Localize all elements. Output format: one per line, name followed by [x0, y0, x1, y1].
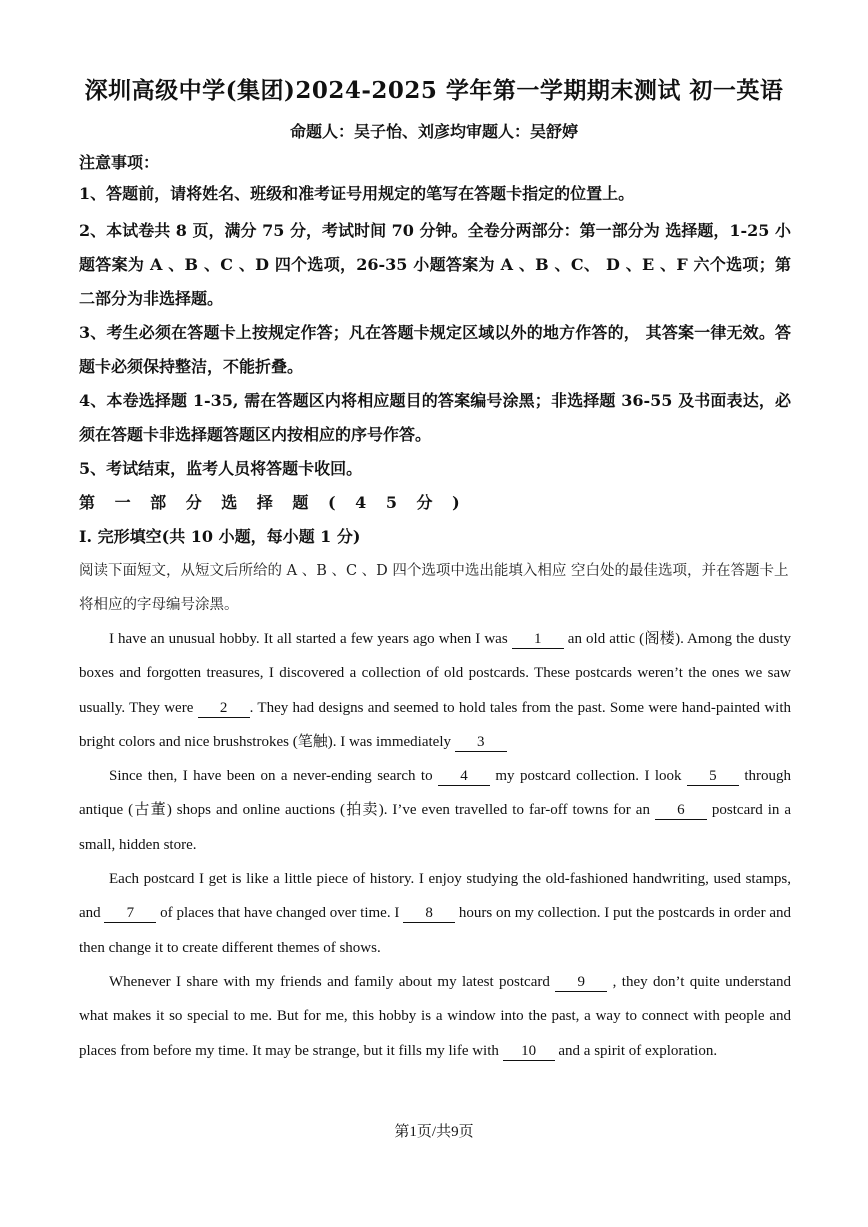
cloze-instruction: 阅读下面短文，从短文后所给的 A 、B 、C 、D 四个选项中选出能填入相应 空白处的最佳选项，并在答题卡上将相应的字母编号涂黑。: [79, 563, 789, 613]
passage-text: an old attic (阁楼). Among the dusty boxes and forgotten treasures, I discovered a collection of old postcards. These postcards weren’t the ones we saw usually. They were: [79, 631, 792, 716]
cloze-section-heading: I. 完形填空(共 10 小题，每小题 1 分): [79, 527, 361, 546]
passage-paragraph-3: [79, 862, 791, 965]
blank-4: 4: [438, 768, 490, 786]
passage-text: hours on my collection. I put the postcards in order and then change it to create different themes of shows.: [79, 905, 791, 956]
passage-text: Each postcard I get is like a little piece of history. I enjoy studying the old-fashioned handwriting, used stamps, and: [79, 871, 791, 922]
passage-text: through antique (古董) shops and online auctions (拍卖). I’ve even travelled to far-off towns for an: [79, 768, 791, 819]
blank-9: 9: [555, 974, 607, 992]
passage-paragraph-4: [79, 965, 791, 1068]
blank-1: 1: [512, 631, 564, 649]
passage-text: of places that have changed over time. I: [156, 905, 404, 922]
passage-text: postcard in a small, hidden store.: [79, 802, 792, 853]
page-number: 第1页/共9页: [394, 1124, 474, 1140]
blank-2: 2: [198, 700, 250, 718]
notes-heading: 注意事项：: [79, 153, 160, 172]
blank-7: 7: [104, 905, 156, 923]
passage-text: , they don’t quite understand what makes it so special to me. But for me, this hobby is a window into the past, a way to connect with people and places from before my time. It may be strange, but it fills my life with: [79, 973, 791, 1059]
note-item-5: 5、考试结束，监考人员将答题卡收回。: [79, 459, 363, 478]
exam-authors: 命题人：吴子怡、刘彦均审题人：吴舒婷: [289, 122, 578, 141]
passage-text: my postcard collection. I look: [489, 768, 687, 785]
blank-8: 8: [403, 905, 455, 923]
note-item-3: 3、考生必须在答题卡上按规定作答；凡在答题卡规定区域以外的地方作答的， 其答案一律无效。答题卡必须保持整洁，不能折叠。: [79, 323, 791, 376]
exam-title: 深圳高级中学(集团)2024-2025 学年第一学期期末测试 初一英语: [84, 77, 784, 104]
blank-10: 10: [503, 1043, 555, 1061]
passage-text: Whenever I share with my friends and family about my latest postcard: [109, 973, 556, 990]
exam-content: [79, 152, 791, 1068]
blank-3: 3: [455, 734, 507, 752]
passage-text: and a spirit of exploration.: [554, 1042, 718, 1059]
passage-text: . They had designs and seemed to hold tales from the past. Some were hand-painted with bright colors and nice brushstrokes (笔触). I was immediately: [79, 699, 791, 750]
note-item-2: 2、本试卷共 8 页，满分 75 分，考试时间 70 分钟。全卷分两部分：第一部分为 选择题，1-25 小题答案为 A 、B 、C 、D 四个选项，26-35 小题答案为 A 、B 、C、 D 、E 、F 六个选项；第二部分为非选择题。: [79, 221, 791, 308]
blank-5: 5: [687, 768, 739, 786]
note-item-4: 4、本卷选择题 1-35, 需在答题区内将相应题目的答案编号涂黑；非选择题 36-55 及书面表达，必须在答题卡非选择题答题区内按相应的序号作答。: [79, 391, 791, 444]
blank-6: 6: [655, 802, 707, 820]
passage-text: Since then, I have been on a never-ending search to: [109, 768, 438, 785]
passage-paragraph-2: [79, 759, 791, 862]
note-item-1: 1、答题前，请将姓名、班级和准考证号用规定的笔写在答题卡指定的位置上。: [79, 184, 635, 203]
part-one-heading: 第 一 部 分 选 择 题 ( 4 5 分 ): [79, 493, 467, 512]
passage-text: I have an unusual hobby. It all started a few years ago when I was: [109, 631, 512, 647]
passage-paragraph-1: [79, 622, 791, 759]
